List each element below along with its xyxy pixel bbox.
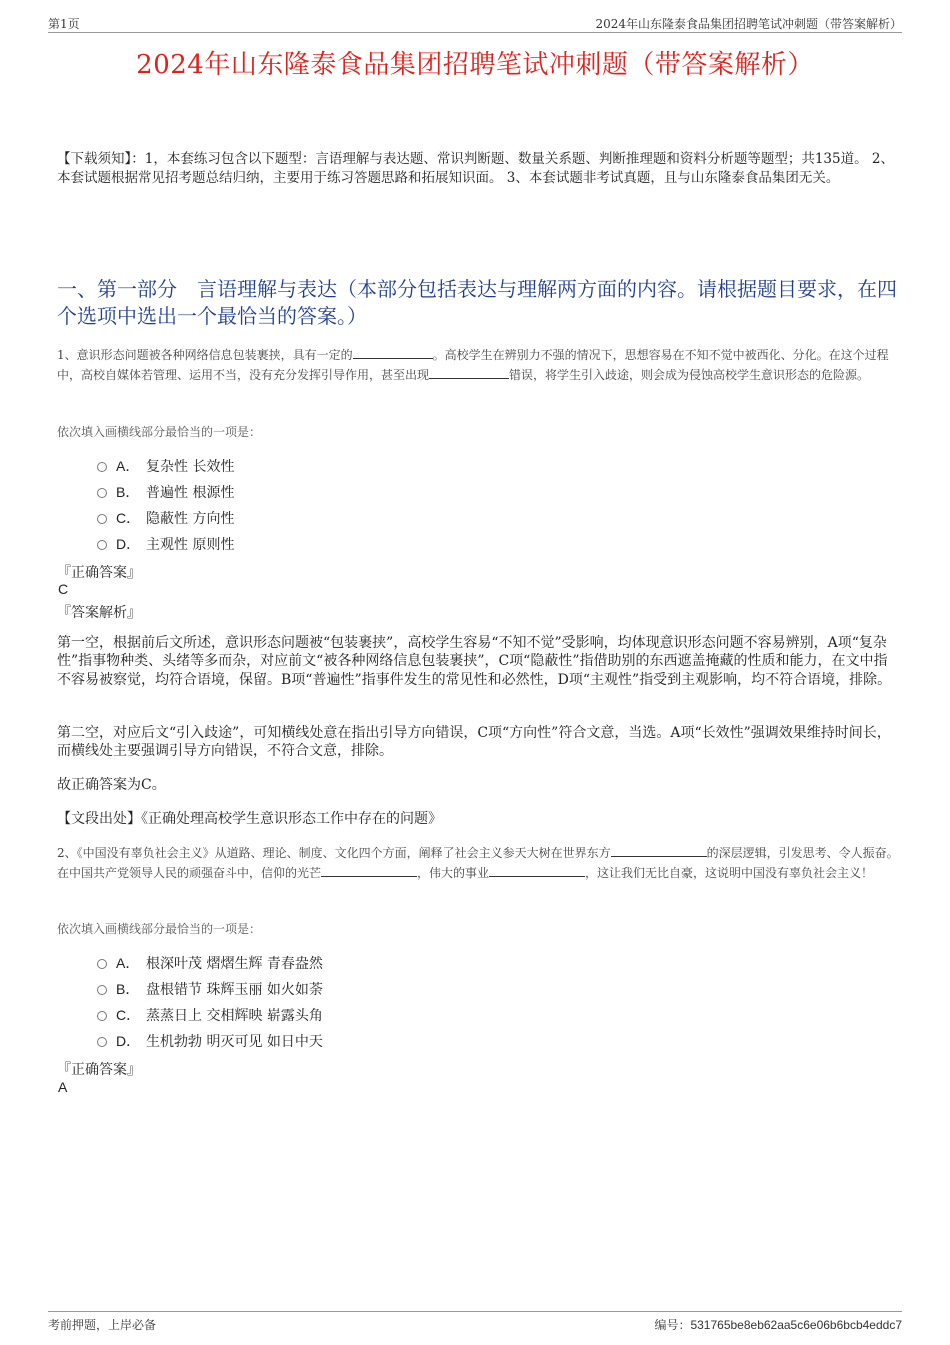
option-text: 盘根错节 珠辉玉丽 如火如荼	[146, 982, 323, 998]
stem-text: 的深层逻辑，引发思考、令人振奋。在中国共产党领导人民的顽强奋斗中，信仰的光芒	[57, 846, 899, 880]
radio-icon[interactable]	[97, 514, 107, 524]
answer-label: 『正确答案』	[57, 1062, 141, 1078]
option-key: D．	[116, 536, 141, 552]
download-notice: 【下载须知】：1，本套练习包含以下题型：言语理解与表达题、常识判断题、数量关系题、判断推理题和资料分析题等题型；共135道。 2、本套试题根据常见招考题总结归纳，主要用于练习答题思路和拓展知识面。 3、本套试题非考试真题，且与山东隆泰食品集团无关。	[57, 151, 894, 186]
header-doc-title: 2024年山东隆泰食品集团招聘笔试冲刺题（带答案解析）	[595, 17, 902, 31]
document-title: 2024年山东隆泰食品集团招聘笔试冲刺题（带答案解析）	[136, 50, 814, 80]
option-c[interactable]	[97, 508, 234, 528]
page-number: 第1页	[48, 17, 80, 31]
question-1-stem	[57, 346, 907, 385]
footer-slogan: 考前押题，上岸必备	[48, 1318, 157, 1332]
stem-text: 。高校学生在辨别力不强的情况下，思想容易在不知不觉中被西化、分化。在这个过程中，高校自媒体若管理、运用不当，没有充分发挥引导作用，甚至出现	[57, 348, 889, 382]
analysis-paragraph: 第二空，对应后文“引入歧途”，可知横线处意在指出引导方向错误，C项“方向性”符合文意，当选。A项“长效性”强调效果维持时间长，而横线处主要强调引导方向错误，不符合文意，排除。	[57, 725, 891, 760]
question-2-instruction: 依次填入画横线部分最恰当的一项是：	[57, 922, 262, 936]
option-key: B．	[116, 981, 140, 997]
code-label: 编号：	[654, 1318, 691, 1332]
option-text: 普遍性 根源性	[146, 485, 235, 501]
radio-icon[interactable]	[97, 1011, 107, 1021]
radio-icon[interactable]	[97, 1037, 107, 1047]
option-a[interactable]	[97, 953, 323, 973]
option-d[interactable]	[97, 1031, 323, 1051]
option-text: 根深叶茂 熠熠生辉 青春盎然	[146, 956, 323, 972]
section-heading: 一、第一部分 言语理解与表达（本部分包括表达与理解两方面的内容。请根据题目要求，在四个选项中选出一个最恰当的答案。）	[57, 277, 897, 328]
option-text: 复杂性 长效性	[146, 459, 235, 475]
option-c[interactable]	[97, 1005, 323, 1025]
radio-icon[interactable]	[97, 959, 107, 969]
document-code	[654, 1316, 902, 1333]
fill-blank	[611, 844, 707, 857]
stem-text: ，伟大的事业	[417, 865, 490, 880]
radio-icon[interactable]	[97, 462, 107, 472]
radio-icon[interactable]	[97, 985, 107, 995]
option-d[interactable]	[97, 534, 234, 554]
radio-icon[interactable]	[97, 488, 107, 498]
stem-text: 1、意识形态问题被各种网络信息包装裹挟，具有一定的	[57, 348, 353, 362]
option-key: C．	[116, 510, 141, 526]
fill-blank	[353, 346, 433, 359]
answer-value: A	[58, 1079, 68, 1095]
option-key: D．	[116, 1033, 141, 1049]
stem-text: ，这让我们无比自豪，这说明中国没有辜负社会主义！	[585, 865, 874, 880]
option-text: 蒸蒸日上 交相辉映 崭露头角	[146, 1008, 323, 1024]
option-text: 主观性 原则性	[146, 537, 235, 553]
fill-blank	[429, 366, 509, 379]
question-1-instruction: 依次填入画横线部分最恰当的一项是：	[57, 425, 262, 439]
analysis-conclusion: 故正确答案为C。	[57, 777, 166, 793]
option-key: B．	[116, 484, 140, 500]
fill-blank	[489, 864, 585, 877]
analysis-label: 『答案解析』	[57, 605, 141, 621]
fill-blank	[321, 864, 417, 877]
option-a[interactable]	[97, 456, 234, 476]
radio-icon[interactable]	[97, 540, 107, 550]
page-footer	[48, 1311, 902, 1332]
option-b[interactable]	[97, 979, 323, 999]
option-text: 生机勃勃 明灭可见 如日中天	[146, 1034, 323, 1050]
question-2-stem	[57, 844, 907, 883]
page-header	[48, 12, 902, 33]
answer-value: C	[58, 581, 69, 597]
option-key: A．	[116, 458, 140, 474]
source-citation: 【文段出处】《正确处理高校学生意识形态工作中存在的问题》	[57, 811, 442, 827]
code-value: 531765be8eb62aa5c6e06b6bcb4eddc7	[690, 1318, 902, 1332]
analysis-paragraph: 第一空，根据前后文所述，意识形态问题被“包装裹挟”，高校学生容易“不知不觉”受影响，均体现意识形态问题不容易辨别，A项“复杂性”指事物种类、头绪等多而杂，对应前文“被各种网络信息包装裹挟”，C项“隐蔽性”指借助别的东西遮盖掩藏的性质和能力，在文中指不容易被察觉，均符合语境，保留。B项“普遍性”指事件发生的常见性和必然性，D项“主观性”指受到主观影响，均不符合语境，排除。	[57, 635, 892, 688]
option-b[interactable]	[97, 482, 234, 502]
option-key: C．	[116, 1007, 141, 1023]
option-text: 隐蔽性 方向性	[146, 511, 235, 527]
option-key: A．	[116, 955, 140, 971]
stem-text: 错误，将学生引入歧途，则会成为侵蚀高校学生意识形态的危险源。	[509, 367, 870, 382]
stem-text: 2、《中国没有辜负社会主义》从道路、理论、制度、文化四个方面，阐释了社会主义参天大树在世界东方	[57, 846, 611, 860]
answer-label: 『正确答案』	[57, 565, 141, 581]
